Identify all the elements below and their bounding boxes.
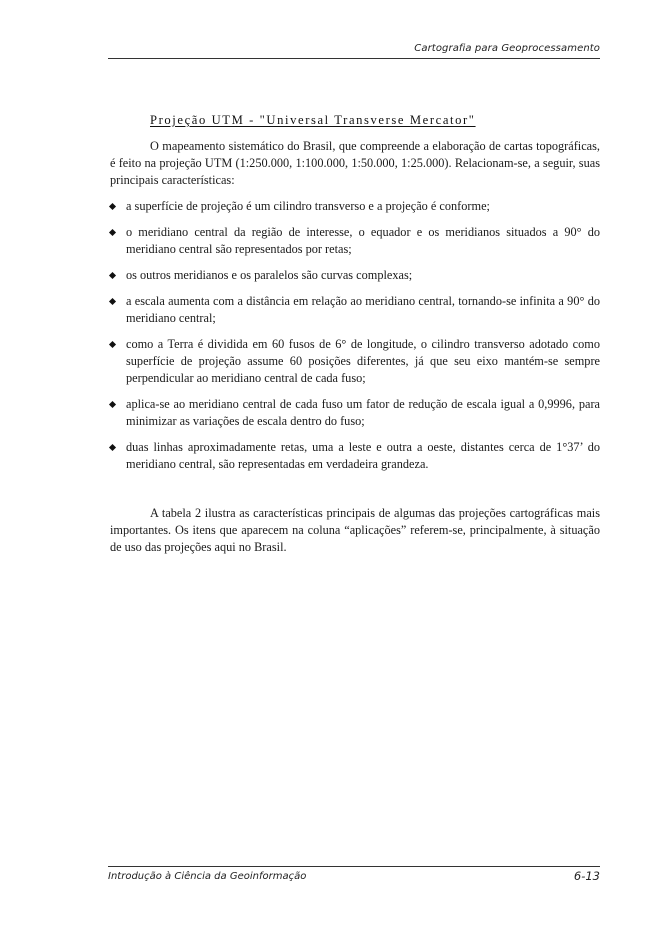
list-item [110, 267, 600, 284]
list-item-text: a escala aumenta com a distância em relação ao meridiano central, tornando-se infinita a 90° do meridiano central; [126, 294, 600, 325]
list-item [110, 293, 600, 327]
closing-paragraph: A tabela 2 ilustra as características principais de algumas das projeções cartográficas mais importantes. Os itens que aparecem na coluna “aplicações” referem-se, principalmente, à situação de uso das projeções aqui no Brasil. [110, 506, 600, 554]
list-item-text: duas linhas aproximadamente retas, uma a leste e outra a oeste, distantes cerca de 1°37’ do meridiano central, são representadas em verdadeira grandeza. [126, 440, 600, 471]
list-item [110, 224, 600, 258]
list-item-text: como a Terra é dividida em 60 fusos de 6° de longitude, o cilindro transverso adotado como superfície de projeção assume 60 posições diferentes, já que seu eixo mantém-se sempre perpendicular ao meridiano central de cada fuso; [126, 337, 600, 385]
list-item-text: os outros meridianos e os paralelos são curvas complexas; [126, 268, 413, 282]
header-divider [108, 58, 600, 59]
footer-divider [108, 866, 600, 867]
list-item [110, 396, 600, 430]
running-header: Cartografia para Geoprocessamento [414, 43, 600, 54]
diamond-bullet-icon [109, 272, 116, 279]
diamond-bullet-icon [109, 444, 116, 451]
features-list [110, 198, 600, 473]
diamond-bullet-icon [109, 341, 116, 348]
diamond-bullet-icon [109, 203, 116, 210]
list-item-text: o meridiano central da região de interesse, o equador e os meridianos situados a 90° do meridiano central são representados por retas; [126, 225, 600, 256]
list-item-text: aplica-se ao meridiano central de cada fuso um fator de redução de escala igual a 0,9996, para minimizar as variações de escala dentro do fuso; [126, 397, 600, 428]
intro-paragraph: O mapeamento sistemático do Brasil, que compreende a elaboração de cartas topográficas, é feito na projeção UTM (1:250.000, 1:100.000, 1:50.000, 1:25.000). Relacionam-se, a seguir, suas principais características: [110, 139, 600, 187]
list-item [110, 439, 600, 473]
list-item [110, 336, 600, 387]
page-body [110, 112, 600, 556]
diamond-bullet-icon [109, 401, 116, 408]
diamond-bullet-icon [109, 298, 116, 305]
diamond-bullet-icon [109, 229, 116, 236]
footer-book-title: Introdução à Ciência da Geoinformação [108, 871, 307, 882]
list-item-text: a superfície de projeção é um cilindro transverso e a projeção é conforme; [126, 199, 490, 213]
list-item [110, 198, 600, 215]
page-number: 6-13 [573, 869, 600, 883]
section-title: Projeção UTM - "Universal Transverse Mercator" [150, 113, 476, 127]
